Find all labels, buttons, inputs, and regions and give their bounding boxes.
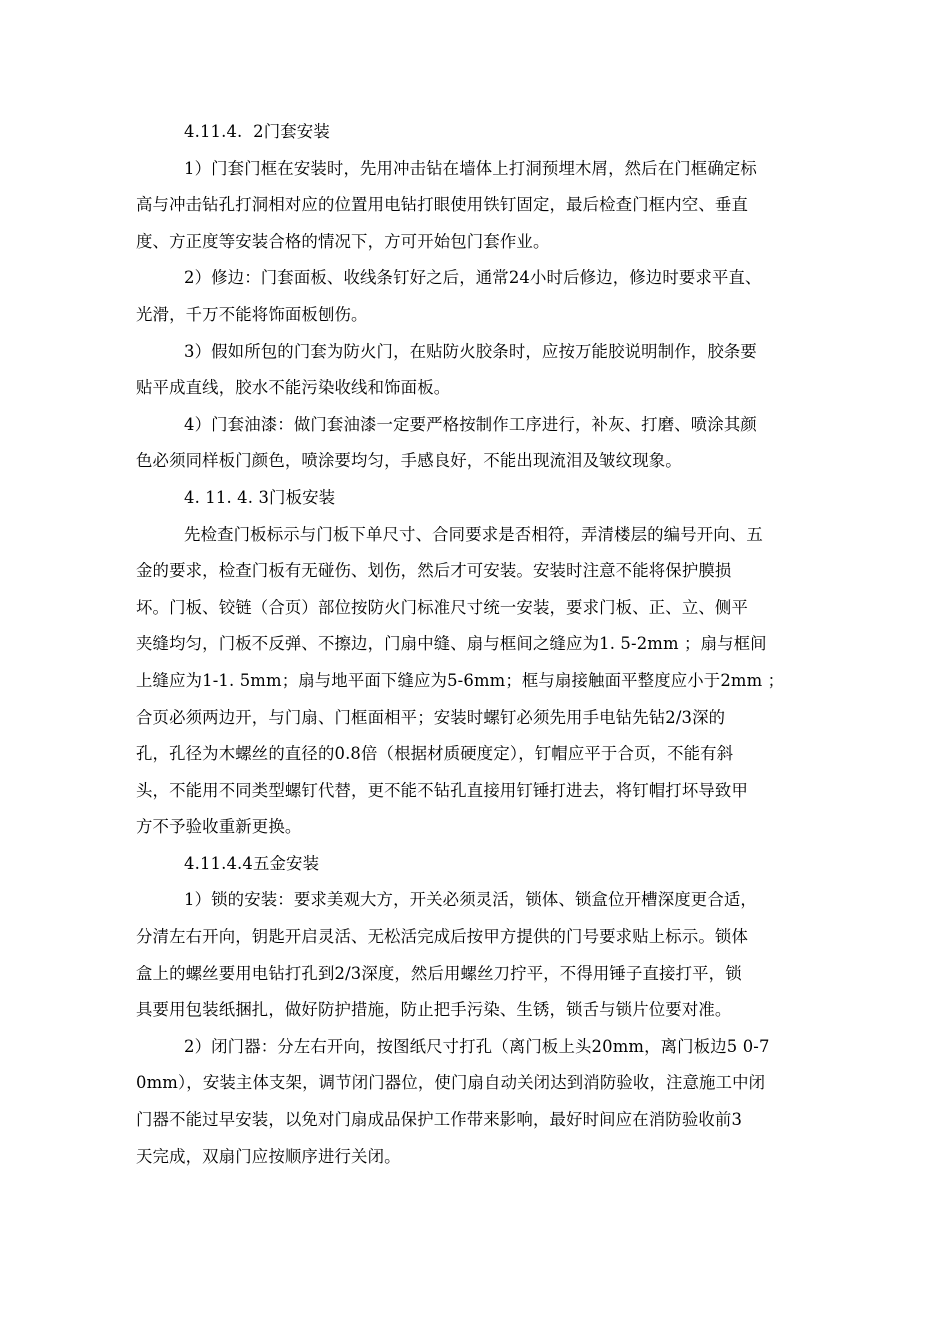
text-line: 4）门套油漆：做门套油漆一定要严格按制作工序进行，补灰、打磨、喷涂其颜: [184, 414, 757, 434]
text-line: 3）假如所包的门套为防火门，在贴防火胶条时，应按万能胶说明制作，胶条要: [184, 341, 757, 361]
text-line: 2）闭门器：分左右开向，按图纸尺寸打孔（离门板上头20mm，离门板边5 0-7: [184, 1036, 770, 1056]
text-line: 孔，孔径为木螺丝的直径的0.8倍（根据材质硬度定），钉帽应平于合页，不能有斜: [136, 744, 734, 764]
text-line: 上缝应为1-1. 5mm；扇与地平面下缝应为5-6mm；框与扇接触面平整度应小于2mm ；: [136, 670, 785, 690]
paragraph-door-closer: [136, 1029, 826, 1175]
text-line: 度、方正度等安装合格的情况下，方可开始包门套作业。: [136, 231, 550, 251]
text-line: 分清左右开向，钥匙开启灵活、无松活完成后按甲方提供的门号要求贴上标示。锁体: [136, 927, 749, 947]
text-line: 坏。门板、铰链（合页）部位按防火门标准尺寸统一安装，要求门板、正、立、侧平: [136, 597, 749, 617]
paragraph-frame-install: [136, 151, 826, 261]
text-line: 头，不能用不同类型螺钉代替，更不能不钻孔直接用钉锤打进去，将钉帽打坏导致甲: [136, 780, 749, 800]
text-line: 夹缝均匀，门板不反弹、不擦边，门扇中缝、扇与框间之缝应为1. 5-2mm ；扇与框间: [136, 634, 767, 654]
text-line: 高与冲击钻孔打洞相对应的位置用电钻打眼使用铁钉固定，最后检查门框内空、垂直: [136, 195, 749, 215]
text-line: 光滑，千万不能将饰面板刨伤。: [136, 304, 368, 324]
text-line: 盒上的螺丝要用电钻打孔到2/3深度，然后用螺丝刀拧平，不得用锤子直接打平，锁: [136, 963, 742, 983]
paragraph-lock-install: [136, 882, 826, 1028]
text-line: 具要用包装纸捆扎，做好防护措施，防止把手污染、生锈，锁舌与锁片位要对准。: [136, 1000, 732, 1020]
text-line: 1）锁的安装：要求美观大方，开关必须灵活，锁体、锁盒位开槽深度更合适，: [184, 890, 757, 910]
text-line: 色必须同样板门颜色，喷涂要均匀，手感良好，不能出现流泪及皱纹现象。: [136, 451, 682, 471]
text-line: 先检查门板标示与门板下单尺寸、合同要求是否相符，弄清楼层的编号开向、五: [184, 524, 763, 544]
text-line: 合页必须两边开，与门扇、门框面相平；安装时螺钉必须先用手电钻先钻2/3深的: [136, 707, 726, 727]
text-line: 1）门套门框在安装时，先用冲击钻在墙体上打洞预埋木屑，然后在门框确定标: [184, 158, 757, 178]
text-line: 方不予验收重新更换。: [136, 817, 302, 837]
document-body: [136, 114, 826, 1175]
paragraph-door-panel-install: [136, 517, 826, 846]
section-heading-door-panel: 4. 11. 4. 3门板安装: [184, 487, 336, 507]
section-heading-hardware: 4.11.4.4五金安装: [184, 853, 320, 873]
paragraph-edge-trim: [136, 260, 826, 333]
text-line: 门器不能过早安装，以免对门扇成品保护工作带来影响，最好时间应在消防验收前3: [136, 1110, 743, 1130]
text-line: 天完成，双扇门应按顺序进行关闭。: [136, 1146, 401, 1166]
text-line: 2）修边：门套面板、收线条钉好之后，通常24小时后修边，修边时要求平直、: [184, 268, 762, 288]
paragraph-paint: [136, 407, 826, 480]
section-heading-door-frame: 4.11.4. 2门套安装: [184, 122, 330, 141]
text-line: 金的要求，检查门板有无碰伤、划伤，然后才可安装。安装时注意不能将保护膜损: [136, 561, 732, 581]
paragraph-fire-door-strip: [136, 334, 826, 407]
text-line: 贴平成直线，胶水不能污染收线和饰面板。: [136, 378, 451, 398]
text-line: 0mm），安装主体支架，调节闭门器位，使门扇自动关闭达到消防验收，注意施工中闭: [136, 1073, 766, 1093]
